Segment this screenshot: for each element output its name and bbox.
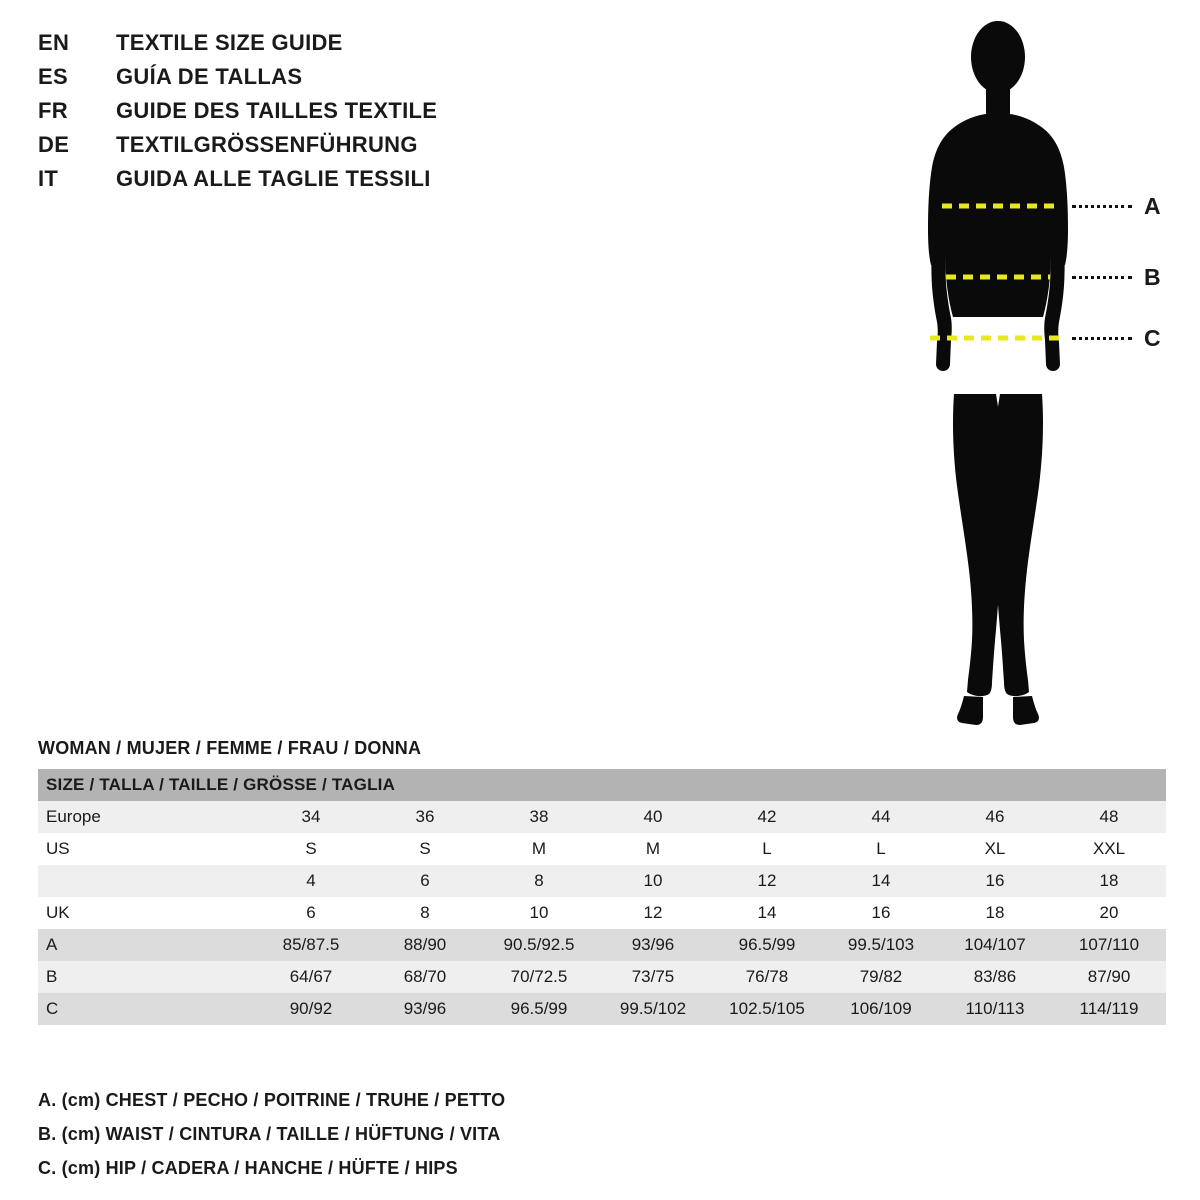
row-label-europe: Europe <box>46 807 101 826</box>
cell: 14 <box>871 871 891 890</box>
table-row <box>38 865 1166 897</box>
cell: 93/96 <box>403 999 447 1018</box>
title-lang-en: EN <box>38 30 70 55</box>
cell: L <box>876 839 886 858</box>
cell: 44 <box>871 807 891 826</box>
cell: 85/87.5 <box>282 935 340 954</box>
cell: 68/70 <box>403 967 447 986</box>
leader-line-icon <box>1072 337 1132 340</box>
female-silhouette-icon <box>850 10 1190 750</box>
cell: 83/86 <box>973 967 1017 986</box>
cell: 73/75 <box>631 967 675 986</box>
title-text-it: GUIDA ALLE TAGLIE TESSILI <box>116 166 431 191</box>
row-label-a: A <box>46 935 58 954</box>
marker-label-c: C <box>1144 324 1161 351</box>
footnote-chest: A. (cm) CHEST / PECHO / POITRINE / TRUHE / PETTO <box>38 1090 506 1110</box>
cell: 88/90 <box>403 935 447 954</box>
title-lang-it: IT <box>38 166 59 191</box>
cell: 12 <box>643 903 663 922</box>
cell: XL <box>984 839 1006 858</box>
cell: 114/119 <box>1079 999 1139 1018</box>
title-row-en <box>38 30 738 64</box>
cell: 20 <box>1099 903 1119 922</box>
multilingual-title-block <box>38 30 738 200</box>
footnote-hip: C. (cm) HIP / CADERA / HANCHE / HÜFTE / HIPS <box>38 1158 458 1178</box>
cell: XXL <box>1092 839 1126 858</box>
cell: 12 <box>757 871 777 890</box>
title-text-es: GUÍA DE TALLAS <box>116 64 303 89</box>
table-header-label: SIZE / TALLA / TAILLE / GRÖSSE / TAGLIA <box>46 775 396 794</box>
cell: 8 <box>534 871 544 890</box>
cell: 36 <box>415 807 435 826</box>
row-label-c: C <box>46 999 59 1018</box>
cell: 79/82 <box>859 967 903 986</box>
table-row <box>38 897 1166 929</box>
cell: 99.5/103 <box>847 935 915 954</box>
cell: M <box>645 839 661 858</box>
cell: 42 <box>757 807 777 826</box>
table-row <box>38 929 1166 961</box>
table-header-row <box>38 769 1166 801</box>
cell: 90.5/92.5 <box>503 935 575 954</box>
title-row-fr <box>38 98 738 132</box>
cell: M <box>531 839 547 858</box>
footnote-waist: B. (cm) WAIST / CINTURA / TAILLE / HÜFTUNG / VITA <box>38 1124 501 1144</box>
cell: 48 <box>1099 807 1119 826</box>
cell: 107/110 <box>1078 935 1140 954</box>
cell: 64/67 <box>289 967 333 986</box>
cell: 93/96 <box>631 935 675 954</box>
row-label-uk: UK <box>46 903 70 922</box>
cell: 34 <box>301 807 321 826</box>
marker-label-b: B <box>1144 263 1161 290</box>
title-text-en: TEXTILE SIZE GUIDE <box>116 30 343 55</box>
cell: 46 <box>985 807 1005 826</box>
cell: 10 <box>643 871 663 890</box>
cell: 106/109 <box>850 999 912 1018</box>
cell: S <box>419 839 431 858</box>
cell: 6 <box>420 871 430 890</box>
size-table-section <box>38 738 1166 1025</box>
cell: 10 <box>529 903 549 922</box>
cell: 102.5/105 <box>729 999 805 1018</box>
title-lang-fr: FR <box>38 98 68 123</box>
title-row-es <box>38 64 738 98</box>
cell: 110/113 <box>965 999 1025 1018</box>
table-row <box>38 833 1166 865</box>
title-row-de <box>38 132 738 166</box>
cell: 87/90 <box>1087 967 1131 986</box>
row-label-us-numeric <box>38 865 254 897</box>
table-row <box>38 993 1166 1025</box>
title-text-fr: GUIDE DES TAILLES TEXTILE <box>116 98 438 123</box>
cell: 96.5/99 <box>738 935 796 954</box>
cell: 16 <box>985 871 1005 890</box>
row-label-b: B <box>46 967 58 986</box>
title-text-de: TEXTILGRÖSSENFÜHRUNG <box>116 132 418 157</box>
row-label-us: US <box>46 839 70 858</box>
cell: 96.5/99 <box>510 999 568 1018</box>
cell: S <box>305 839 317 858</box>
table-row <box>38 961 1166 993</box>
title-lang-es: ES <box>38 64 68 89</box>
cell: 8 <box>420 903 430 922</box>
cell: L <box>762 839 772 858</box>
marker-callout-a <box>1072 192 1161 219</box>
cell: 18 <box>985 903 1005 922</box>
body-figure-area <box>850 10 1190 750</box>
table-group-label: WOMAN / MUJER / FEMME / FRAU / DONNA <box>38 738 422 758</box>
cell: 18 <box>1099 871 1119 890</box>
leader-line-icon <box>1072 276 1132 279</box>
marker-callout-c <box>1072 324 1161 351</box>
cell: 70/72.5 <box>510 967 568 986</box>
marker-callout-b <box>1072 263 1161 290</box>
cell: 90/92 <box>289 999 333 1018</box>
cell: 76/78 <box>745 967 789 986</box>
cell: 4 <box>306 871 316 890</box>
cell: 99.5/102 <box>619 999 687 1018</box>
marker-label-a: A <box>1144 192 1161 219</box>
title-row-it <box>38 166 738 200</box>
leader-line-icon <box>1072 205 1132 208</box>
title-lang-de: DE <box>38 132 70 157</box>
measurement-legend <box>38 1090 838 1192</box>
cell: 38 <box>529 807 549 826</box>
cell: 16 <box>871 903 891 922</box>
cell: 40 <box>643 807 663 826</box>
size-table <box>38 769 1166 1025</box>
cell: 104/107 <box>964 935 1026 954</box>
cell: 6 <box>306 903 316 922</box>
cell: 14 <box>757 903 777 922</box>
table-row <box>38 801 1166 833</box>
